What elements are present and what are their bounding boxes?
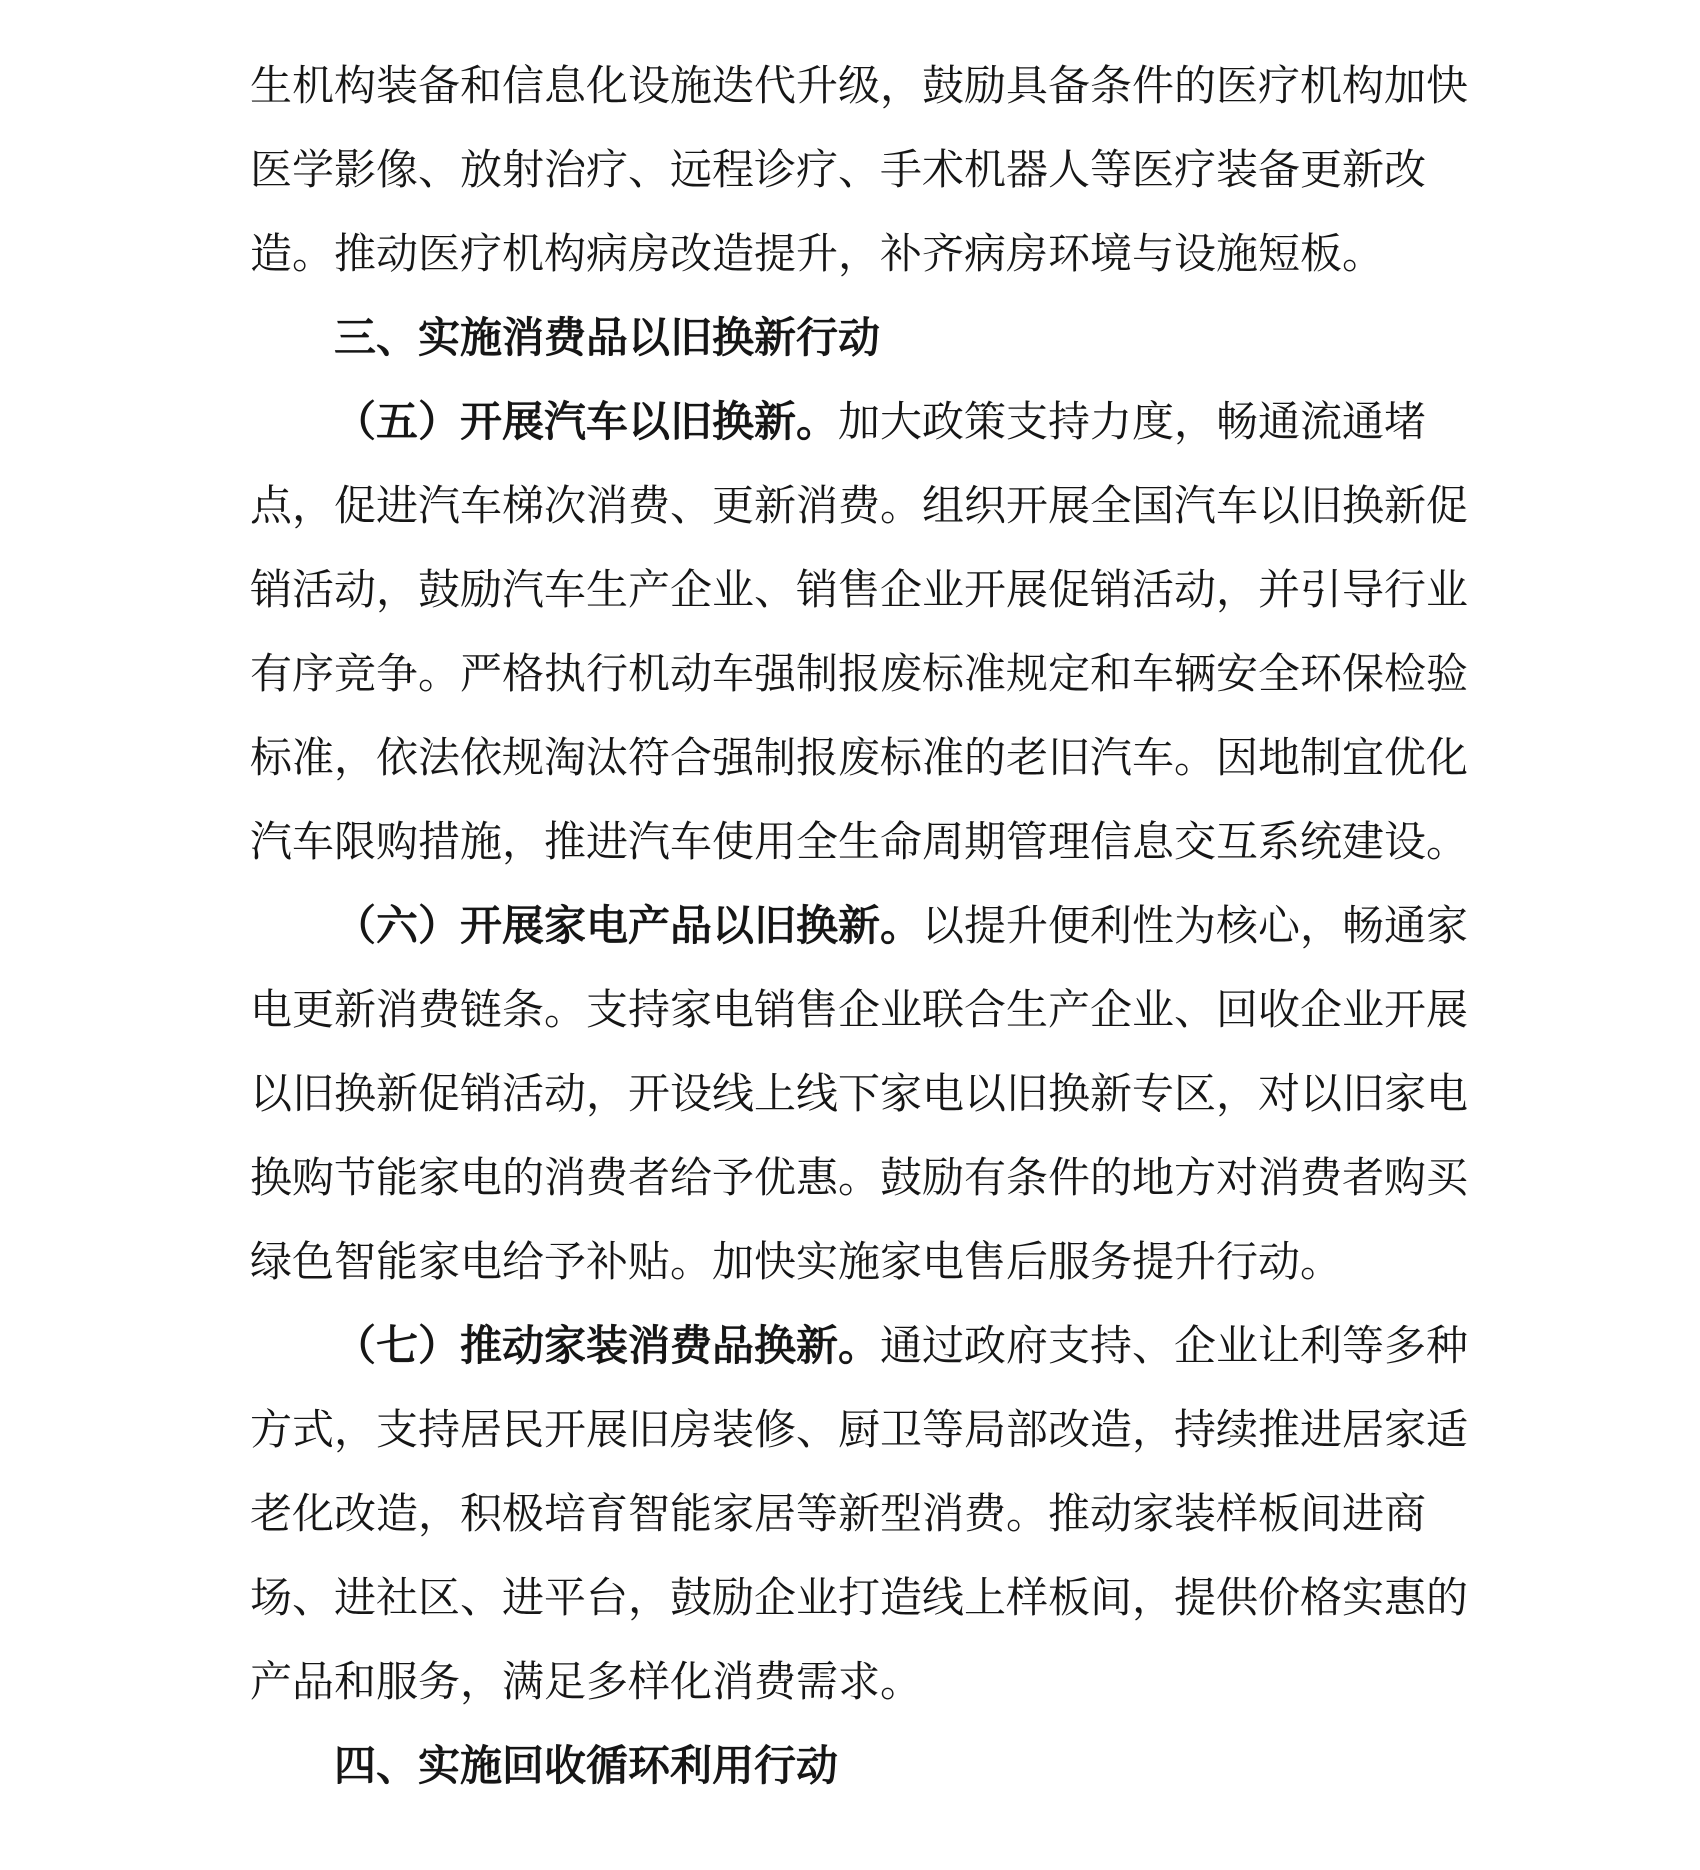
text-segment: 标准，依法依规淘汰符合强制报废标准的老旧汽车。因地制宜优化 [250, 736, 1469, 782]
text-segment: 医学影像、放射治疗、远程诊疗、手术机器人等医疗装备更新改 [250, 148, 1427, 194]
document-body [250, 45, 1470, 1809]
emphasis-text-segment: 三、实施消费品以旧换新行动 [334, 316, 881, 362]
text-segment: 造。推动医疗机构病房改造提升，补齐病房环境与设施短板。 [250, 232, 1385, 278]
text-line [250, 129, 1470, 213]
section-heading-line [250, 1725, 1470, 1809]
text-line [250, 1137, 1470, 1221]
text-line [250, 1221, 1470, 1305]
text-segment: 老化改造，积极培育智能家居等新型消费。推动家装样板间进商 [250, 1492, 1427, 1538]
text-segment: 加大政策支持力度，畅通流通堵 [838, 400, 1427, 446]
text-segment: 电更新消费链条。支持家电销售企业联合生产企业、回收企业开展 [250, 988, 1469, 1034]
text-line [250, 801, 1470, 885]
text-line [250, 633, 1470, 717]
text-segment: 方式，支持居民开展旧房装修、厨卫等局部改造，持续推进居家适 [250, 1408, 1469, 1454]
text-segment: 以旧换新促销活动，开设线上线下家电以旧换新专区，对以旧家电 [250, 1072, 1469, 1118]
text-segment: 销活动，鼓励汽车生产企业、销售企业开展促销活动，并引导行业 [250, 568, 1469, 614]
text-segment: 绿色智能家电给予补贴。加快实施家电售后服务提升行动。 [250, 1240, 1343, 1286]
text-line [250, 465, 1470, 549]
text-line [250, 717, 1470, 801]
text-segment: 生机构装备和信息化设施迭代升级，鼓励具备条件的医疗机构加快 [250, 64, 1469, 110]
emphasis-text-segment: （七）推动家装消费品换新。 [334, 1324, 881, 1370]
text-line [250, 549, 1470, 633]
text-line [250, 1641, 1470, 1725]
emphasis-text-segment: （五）开展汽车以旧换新。 [334, 400, 839, 446]
text-segment: 有序竞争。严格执行机动车强制报废标准规定和车辆安全环保检验 [250, 652, 1469, 698]
text-line [250, 1389, 1470, 1473]
text-segment: 场、进社区、进平台，鼓励企业打造线上样板间，提供价格实惠的 [250, 1576, 1469, 1622]
text-segment: 点，促进汽车梯次消费、更新消费。组织开展全国汽车以旧换新促 [250, 484, 1469, 530]
text-line [250, 1473, 1470, 1557]
text-segment: 汽车限购措施，推进汽车使用全生命周期管理信息交互系统建设。 [250, 820, 1469, 866]
emphasis-text-segment: 四、实施回收循环利用行动 [334, 1744, 839, 1790]
emphasis-text-segment: （六）开展家电产品以旧换新。 [334, 904, 923, 950]
text-line [250, 969, 1470, 1053]
text-segment: 以提升便利性为核心，畅通家 [922, 904, 1469, 950]
text-segment: 通过政府支持、企业让利等多种 [880, 1324, 1469, 1370]
section-heading-line [250, 297, 1470, 381]
text-line [250, 1557, 1470, 1641]
text-line [250, 381, 1470, 465]
text-segment: 产品和服务，满足多样化消费需求。 [250, 1660, 923, 1706]
text-line [250, 1053, 1470, 1137]
text-line [250, 1305, 1470, 1389]
text-line [250, 885, 1470, 969]
text-line [250, 213, 1470, 297]
text-segment: 换购节能家电的消费者给予优惠。鼓励有条件的地方对消费者购买 [250, 1156, 1469, 1202]
text-line [250, 45, 1470, 129]
